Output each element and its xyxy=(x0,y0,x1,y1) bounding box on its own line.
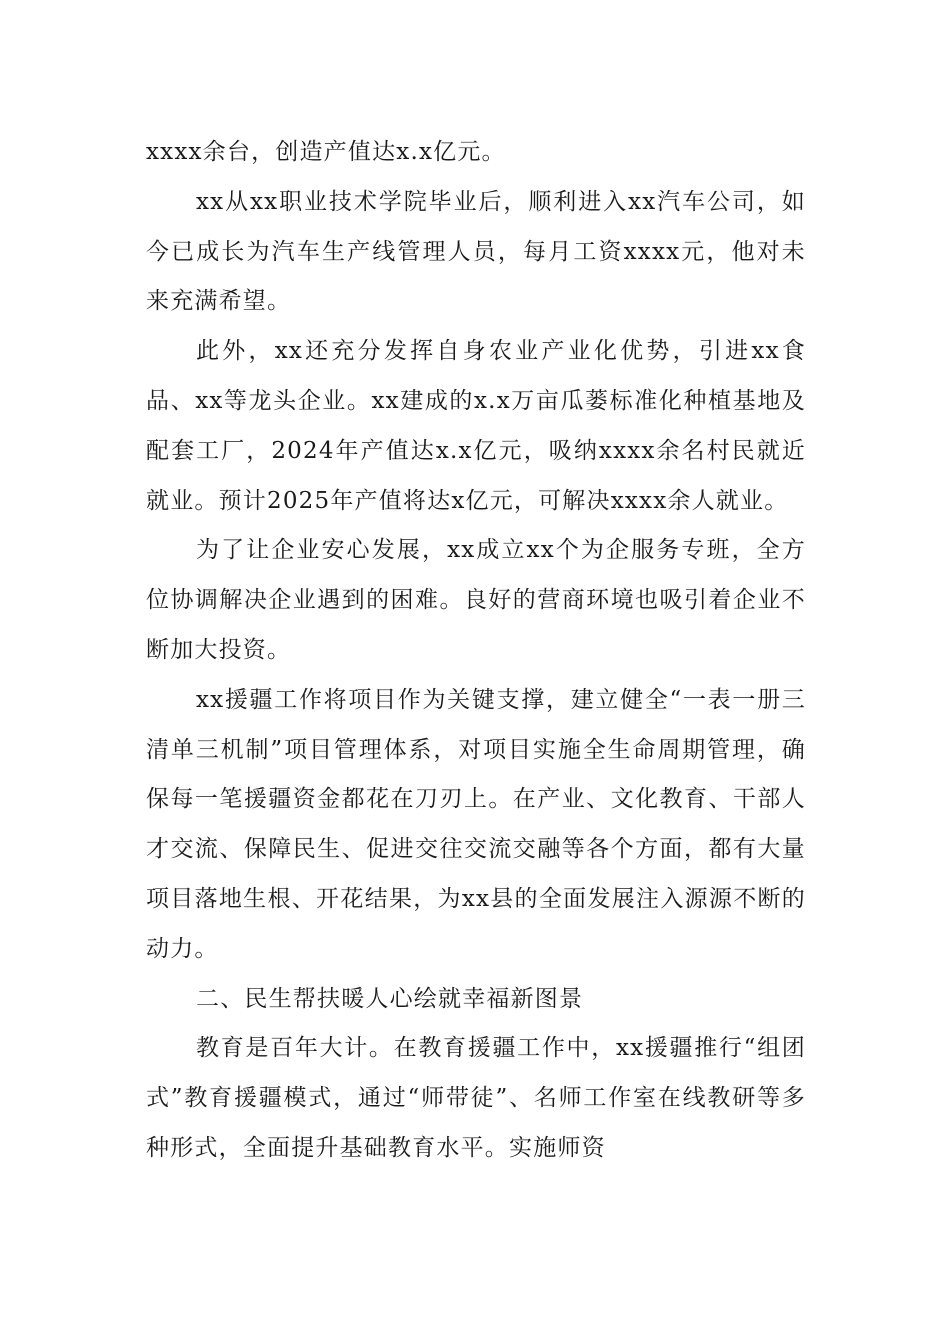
paragraph-2: xx从xx职业技术学院毕业后，顺利进入xx汽车公司，如今已成长为汽车生产线管理人员，每月工资xxxx元，他对未来充满希望。 xyxy=(146,188,806,315)
paragraph-6: 教育是百年大计。在教育援疆工作中，xx援疆推行“组团式”教育援疆模式，通过“师带徒”、名师工作室在线教研等多种形式，全面提升基础教育水平。实施师资 xyxy=(146,1035,806,1161)
paragraph-3: 此外，xx还充分发挥自身农业产业化优势，引进xx食品、xx等龙头企业。xx建成的x.x万亩瓜蒌标准化种植基地及配套工厂，2024年产值达x.x亿元，吸纳xxxx余名村民就近就业。预计2025年产值将达x亿元，可解决xxxx余人就业。 xyxy=(146,338,806,514)
body-text xyxy=(146,128,806,1174)
paragraph-1: xxxx余台，创造产值达x.x亿元。 xyxy=(146,139,506,165)
paragraph-4: 为了让企业安心发展，xx成立xx个为企服务专班，全方位协调解决企业遇到的困难。良好的营商环境也吸引着企业不断加大投资。 xyxy=(146,537,806,663)
paragraph-5: xx援疆工作将项目作为关键支撑，建立健全“一表一册三清单三机制”项目管理体系，对项目实施全生命周期管理，确保每一笔援疆资金都花在刀刃上。在产业、文化教育、干部人才交流、保障民生、促进交往交流交融等各个方面，都有大量项目落地生根、开花结果，为xx县的全面发展注入源源不断的动力。 xyxy=(146,686,806,962)
section-heading: 二、民生帮扶暖人心绘就幸福新图景 xyxy=(196,985,584,1012)
